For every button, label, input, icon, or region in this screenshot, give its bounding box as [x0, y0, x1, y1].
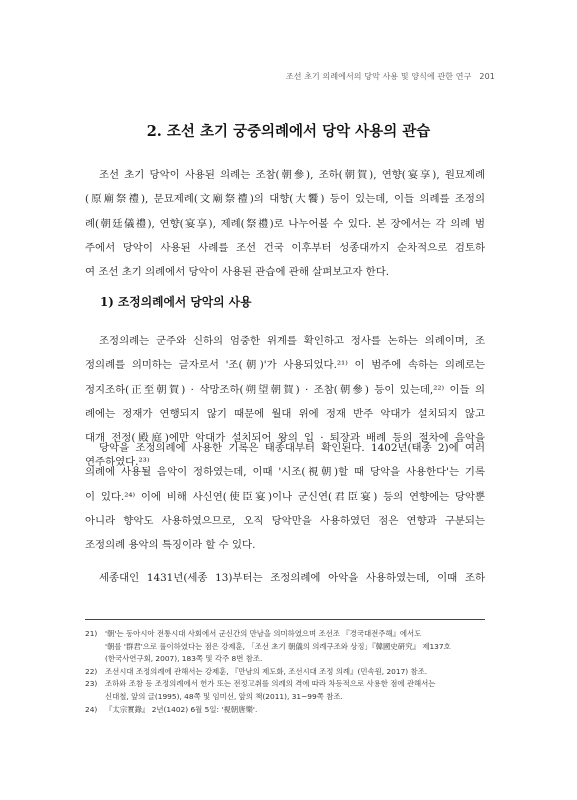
page-number: 201	[479, 72, 495, 81]
text-line: 조선 초기 당악이 사용된 의례는 조참(朝參), 조하(朝賀), 연향(宴享), 원묘제례	[99, 169, 485, 181]
footnote-text: '朝를 '群君'으로 풀이하였다는 점은 강제훈, 「조선 초기 朝儀의 의례구조와 상징」『韓國史硏究』 제137호	[105, 641, 451, 651]
text-line: 례(朝廷儀禮), 연향(宴享), 제례(祭禮)로 나누어볼 수 있다. 본 장에서는 각 의례 범	[85, 217, 485, 230]
footnote-number: 23)	[85, 679, 98, 689]
footnote-number: 22)	[85, 666, 98, 676]
text-line: (原廟祭禮), 문묘제례(文廟祭禮)의 대향(大饗) 등이 있는데, 이들 의례를 조정의	[85, 193, 485, 206]
text-line: 연주하였다.²³⁾	[85, 456, 150, 469]
running-head	[286, 71, 495, 82]
footnote-text: '朝'는 동아시아 전통시대 사회에서 군신간의 만남을 의미하였으며 조선조 『경국대전주해』에서도	[105, 629, 422, 638]
footnote-text: 조선시대 조정의례에 관해서는 강제훈, 『만남의 제도화, 조선시대 조정 의례』(민속원, 2017) 참조.	[105, 666, 428, 676]
footnote-number: 21)	[85, 629, 98, 638]
text-line: 의례에 사용될 음악이 정하였는데, 이때 '시조(視朝)할 때 당악을 사용한다'는 기록	[85, 466, 485, 479]
subsection-heading: 1) 조정의례에서 당악의 사용	[100, 295, 252, 309]
footnote-text: (한국사연구회, 2007), 183쪽 및 각주 8번 참조.	[105, 654, 263, 664]
footnote-22	[85, 666, 495, 679]
text-line: 아니라 향악도 사용하였으므로, 오직 당악만을 사용하였던 점은 연향과 구분되는	[85, 514, 485, 527]
text-line: 례에는 정재가 연행되지 않기 때문에 월대 위에 정재 반주 악대가 설치되지 않고	[85, 407, 485, 420]
footnote-text: 신대철, 앞의 글(1995), 48쪽 및 임미선, 앞의 책(2011), 31~99쪽 참조.	[105, 691, 343, 701]
footnote-24	[85, 704, 495, 717]
running-head-title: 조선 초기 의례에서의 당악 사용 및 양식에 관한 연구	[285, 72, 472, 81]
text-line: 정지조하(正至朝賀) · 삭망조하(朔望朝賀) · 조참(朝參) 등이 있는데,²²⁾ 이들 의	[85, 383, 485, 396]
footnote-divider	[85, 619, 485, 620]
paragraph-intro	[85, 163, 485, 284]
footnote-23	[85, 678, 495, 703]
text-line: 세종대인 1431년(세종 13)부터는 조정의례에 아악을 사용하였는데, 이때 조하	[99, 572, 485, 584]
paragraph-sejong	[85, 566, 485, 590]
footnote-text: 조하와 조참 등 조정의례에서 헌가 또는 전정고취를 의례의 격에 따라 차등적으로 사용한 점에 관해서는	[105, 679, 436, 689]
footnote-number: 24)	[85, 704, 98, 714]
text-line: 여 조선 초기 의례에서 당악이 사용된 관습에 관해 살펴보고자 한다.	[85, 266, 390, 279]
text-line: 대개 전정(殿庭)에만 악대가 설치되어 왕의 입 · 퇴장과 배례 등의 절차에 음악을	[85, 432, 485, 445]
text-line: 조정의례 용악의 특징이라 할 수 있다.	[85, 539, 256, 552]
text-line: 정의례를 의미하는 글자로서 '조(朝)'가 사용되었다.²¹⁾ 이 범주에 속하는 의례로는	[85, 359, 485, 372]
text-line: 조정의례는 군주와 신하의 엄중한 위계를 확인하고 정사를 논하는 의례이며, 조	[99, 335, 485, 347]
text-line: 당악을 조정의례에 사용한 기록은 태종대부터 확인된다. 1402년(태종 2)에 여러	[99, 442, 485, 454]
section-title: 2. 조선 초기 궁중의례에서 당악 사용의 관습	[146, 123, 431, 140]
footnote-21	[85, 628, 495, 666]
footnotes	[85, 628, 495, 716]
text-line: 이 있다.²⁴⁾ 이에 비해 사신연(使臣宴)이나 군신연(君臣宴) 등의 연향에는 당악뿐	[85, 490, 485, 503]
text-line: 주에서 당악이 사용된 사례를 조선 건국 이후부터 성종대까지 순차적으로 검토하	[85, 241, 485, 254]
paragraph-tang-music	[85, 436, 485, 557]
footnote-text: 『太宗實錄』 2년(1402) 6월 5일: '視朝唐樂'.	[105, 704, 258, 714]
